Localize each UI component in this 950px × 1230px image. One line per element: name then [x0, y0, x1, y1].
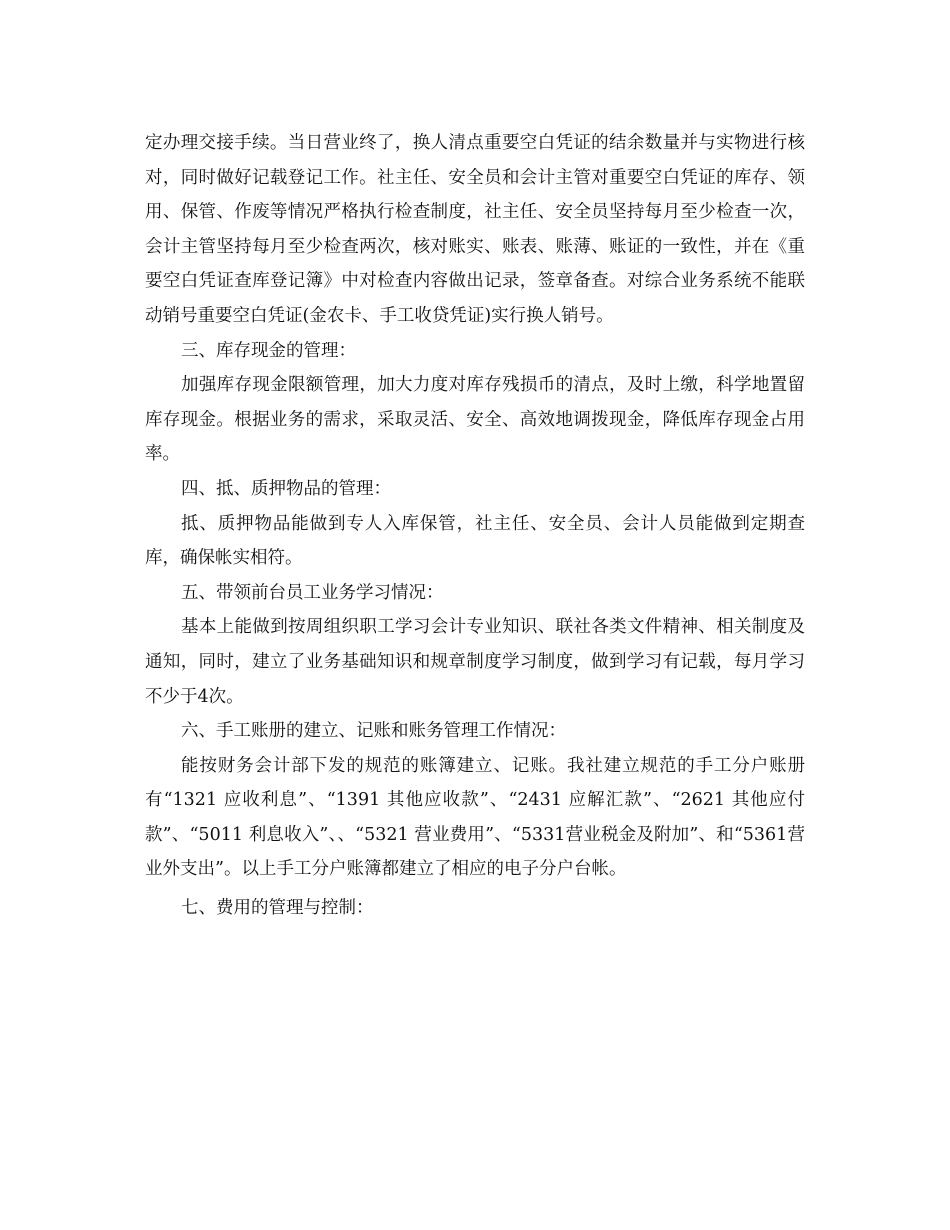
heading-expense-control: 七、费用的管理与控制： — [181, 898, 374, 919]
paragraph-collateral-management: 抵、质押物品能做到专人入库保管，社主任、安全员、会计人员能做到定期查库，确保帐实相符。 — [145, 513, 805, 569]
heading-staff-training: 五、带领前台员工业务学习情况： — [181, 582, 444, 603]
document-body — [145, 126, 805, 926]
heading-cash-management: 三、库存现金的管理： — [181, 340, 356, 361]
heading-collateral-management: 四、抵、质押物品的管理： — [181, 478, 391, 499]
paragraph-cash-management: 加强库存现金限额管理，加大力度对库存残损币的清点，及时上缴，科学地置留库存现金。根据业务的需求，采取灵活、安全、高效地调拨现金，降低库存现金占用率。 — [145, 375, 805, 465]
paragraph-manual-ledgers: 能按财务会计部下发的规范的账簿建立、记账。我社建立规范的手工分户账册有“1321 应收利息”、“1391 其他应收款”、“2431 应解汇款”、“2621 其他应付款”、“5011 利息收入”、、“5321 营业费用”、“5331营业税金及附加”、和“5361营业外支出”。以上手工分户账簿都建立了相应的电子分户台帐。 — [145, 755, 805, 880]
paragraph-blank-voucher-handover: 定办理交接手续。当日营业终了，换人清点重要空白凭证的结余数量并与实物进行核对，同时做好记载登记工作。社主任、安全员和会计主管对重要空白凭证的库存、领用、保管、作废等情况严格执行检查制度，社主任、安全员坚持每月至少检查一次，会计主管坚持每月至少检查两次，核对账实、账表、账薄、账证的一致性，并在《重要空白凭证查库登记簿》中对检查内容做出记录，签章备查。对综合业务系统不能联动销号重要空白凭证(金农卡、手工收贷凭证)实行换人销号。 — [145, 133, 805, 326]
heading-manual-ledgers: 六、手工账册的建立、记账和账务管理工作情况： — [181, 721, 566, 742]
paragraph-staff-training: 基本上能做到按周组织职工学习会计专业知识、联社各类文件精神、相关制度及通知，同时，建立了业务基础知识和规章制度学习制度，做到学习有记载，每月学习不少于4次。 — [145, 617, 805, 707]
